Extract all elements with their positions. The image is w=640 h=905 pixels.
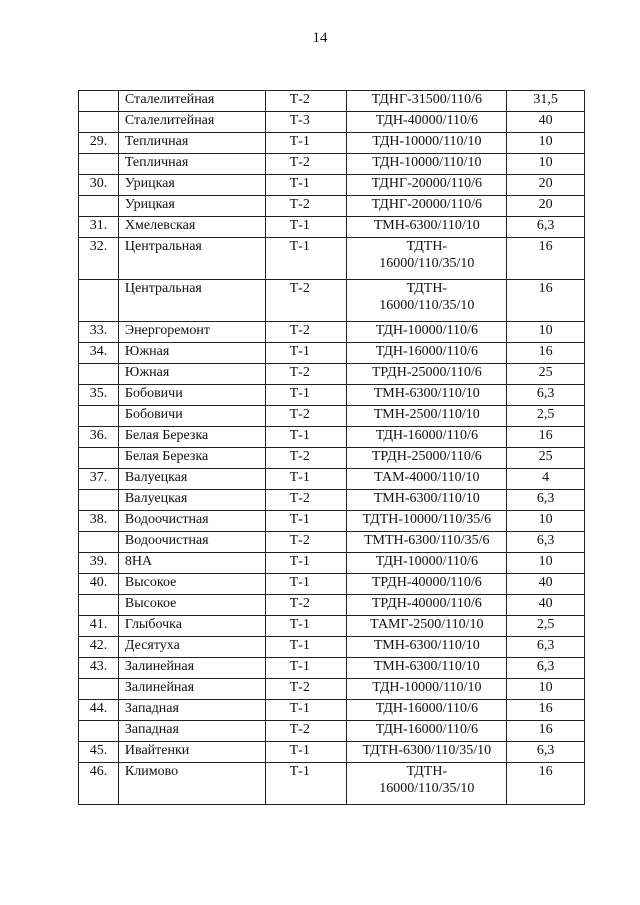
- power-cell: 40: [507, 574, 585, 595]
- row-number-cell: 32.: [79, 238, 119, 280]
- power-cell: 6,3: [507, 385, 585, 406]
- row-number-cell: 43.: [79, 658, 119, 679]
- page-number: 14: [312, 30, 328, 46]
- substation-name-cell: Белая Березка: [118, 448, 265, 469]
- row-number-cell: [79, 406, 119, 427]
- transformer-type-cell: ТДН-40000/110/6: [347, 112, 507, 133]
- table-row: [79, 91, 585, 112]
- table-row: [79, 217, 585, 238]
- substation-name-cell: Западная: [118, 721, 265, 742]
- transformer-id-cell: Т-2: [265, 406, 347, 427]
- transformer-type-cell: ТДТН-10000/110/35/6: [347, 511, 507, 532]
- transformer-id-cell: Т-1: [265, 742, 347, 763]
- transformer-type-cell: ТРДН-25000/110/6: [347, 364, 507, 385]
- power-cell: 16: [507, 238, 585, 280]
- transformer-type-cell: ТДТН-6300/110/35/10: [347, 742, 507, 763]
- transformer-id-cell: Т-1: [265, 763, 347, 805]
- row-number-cell: [79, 448, 119, 469]
- power-cell: 10: [507, 553, 585, 574]
- transformer-type-cell: ТДН-10000/110/10: [347, 133, 507, 154]
- power-cell: 6,3: [507, 532, 585, 553]
- power-cell: 20: [507, 196, 585, 217]
- transformer-type-cell: ТДН-16000/110/6: [347, 700, 507, 721]
- row-number-cell: 29.: [79, 133, 119, 154]
- transformer-id-cell: Т-1: [265, 217, 347, 238]
- transformer-id-cell: Т-2: [265, 280, 347, 322]
- transformer-type-cell: ТДН-16000/110/6: [347, 343, 507, 364]
- table-row: [79, 532, 585, 553]
- power-cell: 25: [507, 448, 585, 469]
- table-row: [79, 343, 585, 364]
- row-number-cell: 31.: [79, 217, 119, 238]
- power-cell: 10: [507, 133, 585, 154]
- substation-name-cell: Бобовичи: [118, 385, 265, 406]
- row-number-cell: 33.: [79, 322, 119, 343]
- table-row: [79, 154, 585, 175]
- power-cell: 40: [507, 595, 585, 616]
- power-cell: 16: [507, 763, 585, 805]
- transformer-id-cell: Т-1: [265, 469, 347, 490]
- power-cell: 10: [507, 322, 585, 343]
- transformer-type-cell: ТМН-6300/110/10: [347, 385, 507, 406]
- substation-name-cell: Энергоремонт: [118, 322, 265, 343]
- substation-name-cell: Глыбочка: [118, 616, 265, 637]
- table-row: [79, 763, 585, 805]
- row-number-cell: [79, 196, 119, 217]
- transformer-id-cell: Т-2: [265, 532, 347, 553]
- table-row: [79, 490, 585, 511]
- table-row: [79, 637, 585, 658]
- transformer-id-cell: Т-2: [265, 91, 347, 112]
- substation-name-cell: Валуецкая: [118, 490, 265, 511]
- substation-name-cell: Южная: [118, 343, 265, 364]
- row-number-cell: 34.: [79, 343, 119, 364]
- transformer-type-cell: ТДН-10000/110/6: [347, 322, 507, 343]
- power-cell: 6,3: [507, 658, 585, 679]
- transformer-id-cell: Т-1: [265, 343, 347, 364]
- row-number-cell: [79, 280, 119, 322]
- power-cell: 10: [507, 679, 585, 700]
- power-cell: 20: [507, 175, 585, 196]
- transformer-id-cell: Т-1: [265, 133, 347, 154]
- table-row: [79, 133, 585, 154]
- row-number-cell: [79, 679, 119, 700]
- transformer-id-cell: Т-1: [265, 700, 347, 721]
- row-number-cell: 46.: [79, 763, 119, 805]
- table-row: [79, 553, 585, 574]
- row-number-cell: [79, 154, 119, 175]
- row-number-cell: [79, 112, 119, 133]
- transformer-type-cell: ТДТН- 16000/110/35/10: [347, 280, 507, 322]
- transformer-id-cell: Т-2: [265, 679, 347, 700]
- transformer-type-cell: ТАМГ-2500/110/10: [347, 616, 507, 637]
- substation-name-cell: Климово: [118, 763, 265, 805]
- substation-name-cell: Центральная: [118, 238, 265, 280]
- row-number-cell: 36.: [79, 427, 119, 448]
- transformer-id-cell: Т-3: [265, 112, 347, 133]
- table-row: [79, 280, 585, 322]
- power-cell: 16: [507, 343, 585, 364]
- transformer-type-cell: ТДНГ-31500/110/6: [347, 91, 507, 112]
- row-number-cell: 35.: [79, 385, 119, 406]
- substation-name-cell: Высокое: [118, 595, 265, 616]
- substation-name-cell: Урицкая: [118, 196, 265, 217]
- power-cell: 6,3: [507, 490, 585, 511]
- table-row: [79, 721, 585, 742]
- transformer-type-cell: ТМН-6300/110/10: [347, 217, 507, 238]
- row-number-cell: [79, 595, 119, 616]
- power-cell: 16: [507, 721, 585, 742]
- transformer-id-cell: Т-1: [265, 427, 347, 448]
- transformer-id-cell: Т-1: [265, 616, 347, 637]
- transformer-type-cell: ТРДН-40000/110/6: [347, 595, 507, 616]
- table-row: [79, 112, 585, 133]
- transformer-id-cell: Т-2: [265, 490, 347, 511]
- transformer-type-cell: ТДН-10000/110/10: [347, 154, 507, 175]
- power-cell: 31,5: [507, 91, 585, 112]
- transformer-type-cell: ТРДН-40000/110/6: [347, 574, 507, 595]
- substation-name-cell: Водоочистная: [118, 511, 265, 532]
- transformer-id-cell: Т-2: [265, 322, 347, 343]
- transformer-id-cell: Т-2: [265, 364, 347, 385]
- transformer-id-cell: Т-1: [265, 553, 347, 574]
- row-number-cell: [79, 364, 119, 385]
- row-number-cell: 37.: [79, 469, 119, 490]
- power-cell: 6,3: [507, 742, 585, 763]
- row-number-cell: 38.: [79, 511, 119, 532]
- row-number-cell: 30.: [79, 175, 119, 196]
- substation-name-cell: Хмелевская: [118, 217, 265, 238]
- row-number-cell: [79, 532, 119, 553]
- transformer-type-cell: ТМТН-6300/110/35/6: [347, 532, 507, 553]
- transformer-type-cell: ТМН-2500/110/10: [347, 406, 507, 427]
- substation-name-cell: Валуецкая: [118, 469, 265, 490]
- row-number-cell: 44.: [79, 700, 119, 721]
- substation-name-cell: Высокое: [118, 574, 265, 595]
- row-number-cell: 45.: [79, 742, 119, 763]
- table-row: [79, 742, 585, 763]
- table-row: [79, 595, 585, 616]
- transformer-type-cell: ТДНГ-20000/110/6: [347, 196, 507, 217]
- transformer-id-cell: Т-1: [265, 175, 347, 196]
- table-row: [79, 469, 585, 490]
- power-cell: 25: [507, 364, 585, 385]
- table-row: [79, 385, 585, 406]
- transformer-type-cell: ТДН-16000/110/6: [347, 427, 507, 448]
- table-row: [79, 175, 585, 196]
- row-number-cell: 42.: [79, 637, 119, 658]
- power-cell: 16: [507, 427, 585, 448]
- transformer-type-cell: ТДН-16000/110/6: [347, 721, 507, 742]
- transformer-type-cell: ТДН-10000/110/10: [347, 679, 507, 700]
- power-cell: 16: [507, 280, 585, 322]
- transformer-type-cell: ТМН-6300/110/10: [347, 490, 507, 511]
- power-cell: 16: [507, 700, 585, 721]
- substation-name-cell: 8НА: [118, 553, 265, 574]
- substations-table: [78, 90, 585, 805]
- table-row: [79, 406, 585, 427]
- transformer-id-cell: Т-2: [265, 196, 347, 217]
- power-cell: 10: [507, 154, 585, 175]
- substation-name-cell: Залинейная: [118, 658, 265, 679]
- power-cell: 10: [507, 511, 585, 532]
- transformer-id-cell: Т-1: [265, 574, 347, 595]
- table-row: [79, 238, 585, 280]
- transformer-type-cell: ТМН-6300/110/10: [347, 637, 507, 658]
- table-row: [79, 616, 585, 637]
- transformer-type-cell: ТРДН-25000/110/6: [347, 448, 507, 469]
- table-body: [79, 91, 585, 805]
- power-cell: 4: [507, 469, 585, 490]
- transformer-id-cell: Т-2: [265, 154, 347, 175]
- row-number-cell: 40.: [79, 574, 119, 595]
- power-cell: 6,3: [507, 217, 585, 238]
- row-number-cell: [79, 91, 119, 112]
- table-row: [79, 448, 585, 469]
- transformer-id-cell: Т-1: [265, 658, 347, 679]
- substation-name-cell: Залинейная: [118, 679, 265, 700]
- row-number-cell: [79, 721, 119, 742]
- substation-name-cell: Бобовичи: [118, 406, 265, 427]
- transformer-id-cell: Т-1: [265, 238, 347, 280]
- transformer-type-cell: ТДТН- 16000/110/35/10: [347, 238, 507, 280]
- table-row: [79, 658, 585, 679]
- substation-name-cell: Белая Березка: [118, 427, 265, 448]
- substation-name-cell: Южная: [118, 364, 265, 385]
- transformer-id-cell: Т-1: [265, 511, 347, 532]
- transformer-id-cell: Т-2: [265, 721, 347, 742]
- table-row: [79, 511, 585, 532]
- substation-name-cell: Ивайтенки: [118, 742, 265, 763]
- substation-name-cell: Десятуха: [118, 637, 265, 658]
- substation-name-cell: Центральная: [118, 280, 265, 322]
- transformer-type-cell: ТМН-6300/110/10: [347, 658, 507, 679]
- power-cell: 2,5: [507, 406, 585, 427]
- table-row: [79, 427, 585, 448]
- substation-name-cell: Урицкая: [118, 175, 265, 196]
- substation-name-cell: Сталелитейная: [118, 91, 265, 112]
- transformer-type-cell: ТДТН- 16000/110/35/10: [347, 763, 507, 805]
- transformer-id-cell: Т-1: [265, 385, 347, 406]
- row-number-cell: 41.: [79, 616, 119, 637]
- transformer-type-cell: ТДН-10000/110/6: [347, 553, 507, 574]
- substation-name-cell: Западная: [118, 700, 265, 721]
- substation-name-cell: Водоочистная: [118, 532, 265, 553]
- table-row: [79, 196, 585, 217]
- substation-name-cell: Сталелитейная: [118, 112, 265, 133]
- transformer-type-cell: ТАМ-4000/110/10: [347, 469, 507, 490]
- substation-name-cell: Тепличная: [118, 133, 265, 154]
- row-number-cell: [79, 490, 119, 511]
- row-number-cell: 39.: [79, 553, 119, 574]
- transformer-type-cell: ТДНГ-20000/110/6: [347, 175, 507, 196]
- table-row: [79, 574, 585, 595]
- table-row: [79, 700, 585, 721]
- substation-name-cell: Тепличная: [118, 154, 265, 175]
- power-cell: 40: [507, 112, 585, 133]
- table-row: [79, 364, 585, 385]
- table-row: [79, 679, 585, 700]
- transformer-id-cell: Т-2: [265, 448, 347, 469]
- table-row: [79, 322, 585, 343]
- transformer-id-cell: Т-2: [265, 595, 347, 616]
- transformer-id-cell: Т-1: [265, 637, 347, 658]
- power-cell: 6,3: [507, 637, 585, 658]
- power-cell: 2,5: [507, 616, 585, 637]
